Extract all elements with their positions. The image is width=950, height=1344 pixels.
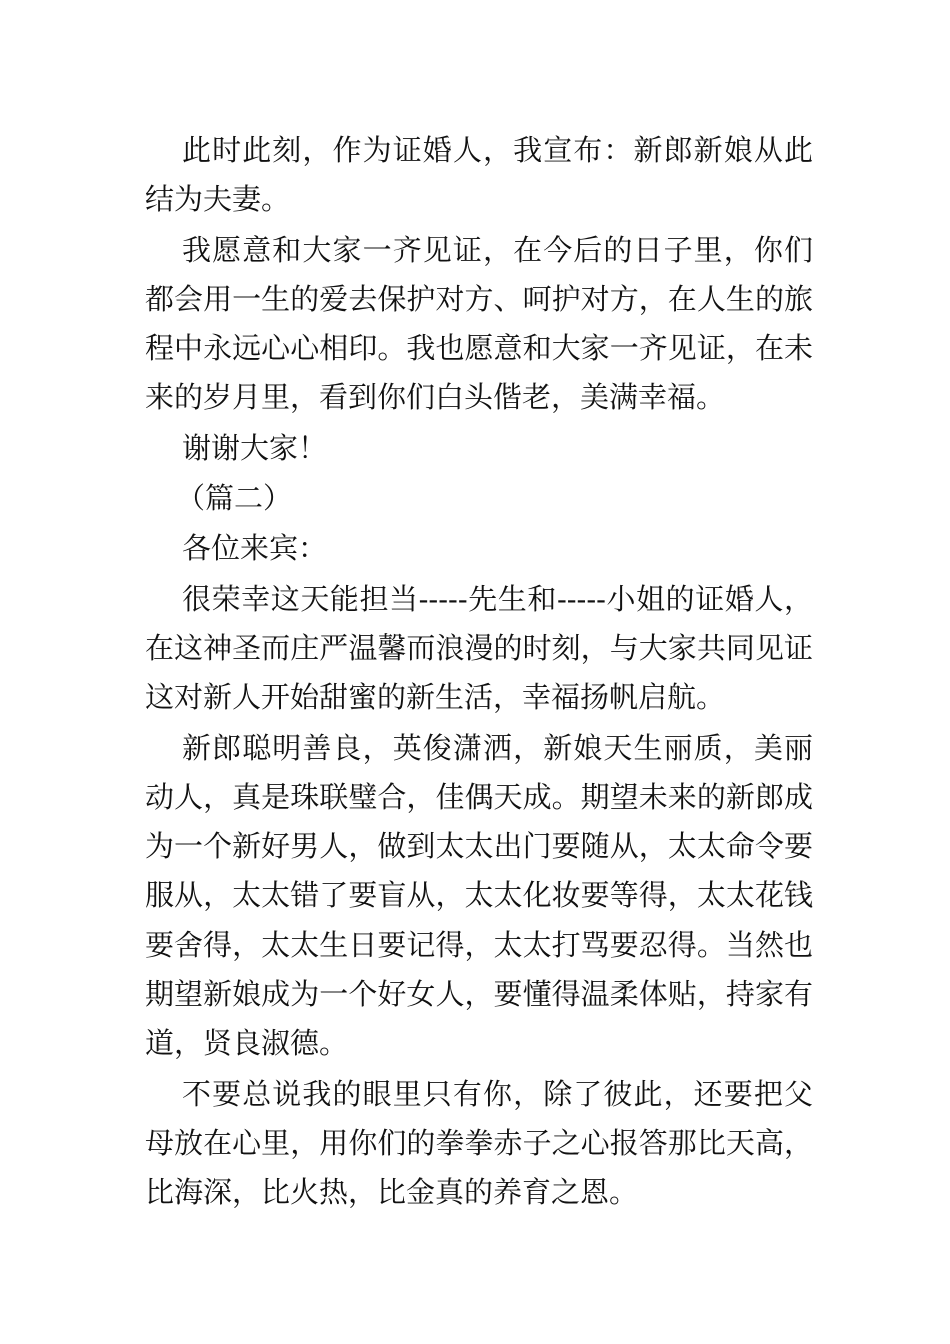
paragraph-couple: 新郎聪明善良，英俊潇洒，新娘天生丽质，美丽动人，真是珠联璧合，佳偶天成。期望未来的新郎成为一个新好男人，做到太太出门要随从，太太命令要服从，太太错了要盲从，太太化妆要等得，太太花钱要舍得，太太生日要记得，太太打骂要忍得。当然也期望新娘成为一个好女人，要懂得温柔体贴，持家有道，贤良淑德。 <box>145 730 813 1061</box>
document-body <box>145 126 813 1219</box>
paragraph-parents: 不要总说我的眼里只有你，除了彼此，还要把父母放在心里，用你们的拳拳赤子之心报答那比天高，比海深，比火热，比金真的养育之恩。 <box>145 1076 813 1210</box>
section-heading: （篇二） <box>176 481 293 516</box>
paragraph-honor: 很荣幸这天能担当-----先生和-----小姐的证婚人，在这神圣而庄严温馨而浪漫的时刻，与大家共同见证这对新人开始甜蜜的新生活，幸福扬帆启航。 <box>145 581 813 715</box>
paragraph-declaration: 此时此刻，作为证婚人，我宣布：新郎新娘从此结为夫妻。 <box>145 133 813 217</box>
paragraph-greeting: 各位来宾： <box>182 531 328 566</box>
paragraph-thanks: 谢谢大家！ <box>182 430 328 465</box>
paragraph-witness: 我愿意和大家一齐见证，在今后的日子里，你们都会用一生的爱去保护对方、呵护对方，在人生的旅程中永远心心相印。我也愿意和大家一齐见证，在未来的岁月里，看到你们白头偕老，美满幸福。 <box>145 232 813 415</box>
